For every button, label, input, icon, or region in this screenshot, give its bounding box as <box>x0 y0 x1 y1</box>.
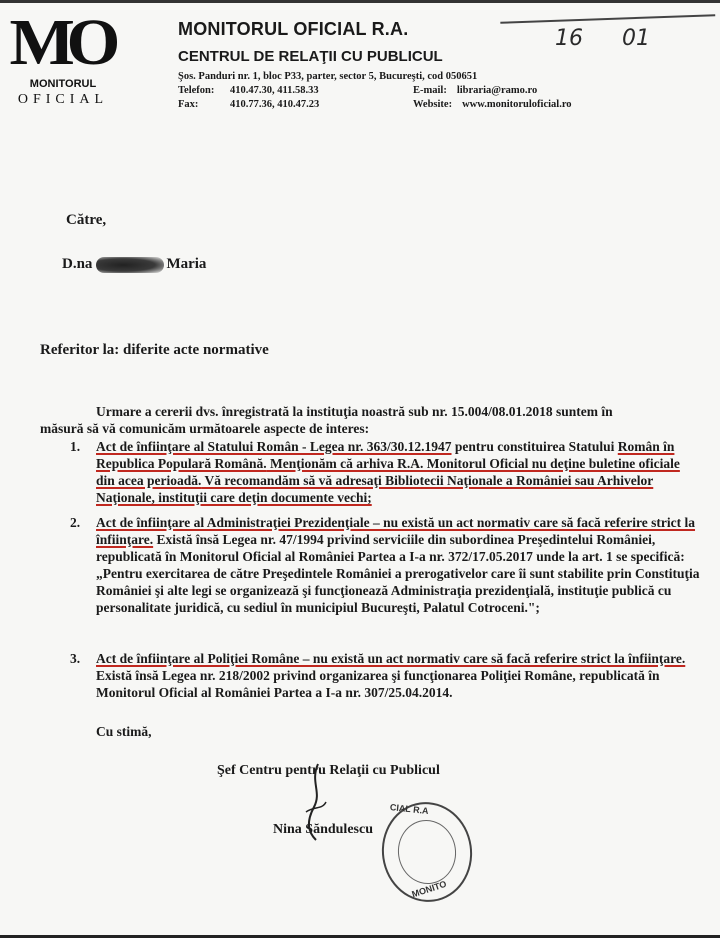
department-name: CENTRUL DE RELAŢII CU PUBLICUL <box>178 48 443 65</box>
logo-text-monitorul: MONITORUL <box>29 78 97 90</box>
handwritten-month: 01 <box>622 26 650 51</box>
list-item <box>40 650 700 701</box>
item-number: 3. <box>70 651 81 666</box>
organization-name: MONITORUL OFICIAL R.A. <box>178 19 409 39</box>
addressee-prefix: D.na <box>62 256 93 272</box>
item-body-text: Există însă Legea nr. 218/2002 privind organizarea şi funcţionarea Poliţiei Române, republicată în Monitorul Oficial al României Partea a I-a nr. 307/25.04.2014. <box>96 668 660 700</box>
handwritten-day: 16 <box>555 26 583 51</box>
website-label: Website: <box>413 99 453 110</box>
registration-stamp-scribble <box>500 0 715 24</box>
closing-salutation: Cu stimă, <box>96 724 152 739</box>
item-text <box>96 438 700 506</box>
official-seal-stamp <box>375 796 478 908</box>
email-value: libraria@ramo.ro <box>456 85 538 96</box>
item-text <box>96 650 700 701</box>
addressee-name <box>62 256 206 273</box>
list-item <box>40 514 700 616</box>
list-item <box>40 438 700 506</box>
item-underlined-text: Român în Republica Populară Română. <box>96 439 675 471</box>
phone-line <box>178 85 537 96</box>
intro-paragraph <box>40 403 690 437</box>
to-label: Către, <box>66 212 107 228</box>
fax-label: Fax: <box>178 99 199 110</box>
logo-mark: MO <box>9 6 112 79</box>
item-underlined-text: Act de înfiinţare al Statului Român - Legea nr. 363/30.12.1947 <box>96 439 452 454</box>
item-underlined-text: Act de înfiinţare al Poliţiei Române – nu există un act normativ care să facă referire strict la înfiinţare. <box>96 651 686 666</box>
subject-line: Referitor la: diferite acte normative <box>40 342 269 358</box>
intro-line-2: măsură să vă comunicăm următoarele aspecte de interes: <box>40 421 370 436</box>
seal-inner-ring <box>394 816 460 887</box>
item-number: 1. <box>70 439 81 454</box>
phone-label: Telefon: <box>178 85 215 96</box>
institution-logo <box>4 6 122 112</box>
handwritten-signature <box>300 762 330 842</box>
phone-value: 410.47.30, 411.58.33 <box>230 85 319 96</box>
item-underlined-text: Vă recomandăm să vă adresaţi Bibliotecii Naţionale a României sau Arhivelor Naţionale, instituţii care deţin documente vechi; <box>96 473 654 505</box>
logo-text-oficial: OFICIAL <box>17 92 109 107</box>
item-number: 2. <box>70 515 81 530</box>
seal-text-bottom: MONITO <box>410 878 448 900</box>
item-underlined-text: Menţionăm că arhiva R.A. Monitorul Oficial nu deţine buletine oficiale din acea perioadă. <box>96 456 680 488</box>
item-body-text: Există însă Legea nr. 47/1994 privind serviciile din subordinea Preşedintelui României, republicată în Monitorul Oficial al României Partea a I-a nr. 372/17.05.2017 unde la art. 1 se specifică: „Pentru exercitarea de către Preşedintele României a prerogativelor care îi sunt stabilite prin Constituţia României şi alte legi se organizează şi funcţionează Administraţia prezidenţială, instituţie publică cu personalitate juridică, cu sediul în municipiul Bucureşti, Palatul Cotroceni."; <box>96 532 700 615</box>
fax-line <box>178 99 572 110</box>
signatory-title: Şef Centru pentru Relaţii cu Publicul <box>217 763 440 778</box>
seal-text-top: CIAL R.A <box>389 802 430 817</box>
postal-address: Şos. Panduri nr. 1, bloc P33, parter, sector 5, Bucureşti, cod 050651 <box>178 71 478 82</box>
item-body-text: pentru constituirea Statului <box>451 439 615 454</box>
addressee-first-name: Maria <box>166 256 207 272</box>
redacted-surname <box>96 257 164 273</box>
email-label: E-mail: <box>413 85 447 96</box>
item-text <box>96 514 700 616</box>
intro-line-1: Urmare a cererii dvs. înregistrată la instituţia noastră sub nr. 15.004/08.01.2018 suntem în <box>96 404 613 419</box>
website-value: www.monitoruloficial.ro <box>462 99 572 110</box>
item-underlined-text: Act de înfiinţare al Administraţiei Prezidenţiale – nu există un act normativ care să facă referire strict la înfiinţare. <box>96 515 696 547</box>
fax-value: 410.77.36, 410.47.23 <box>230 99 320 110</box>
signatory-name: Nina Săndulescu <box>273 822 373 837</box>
